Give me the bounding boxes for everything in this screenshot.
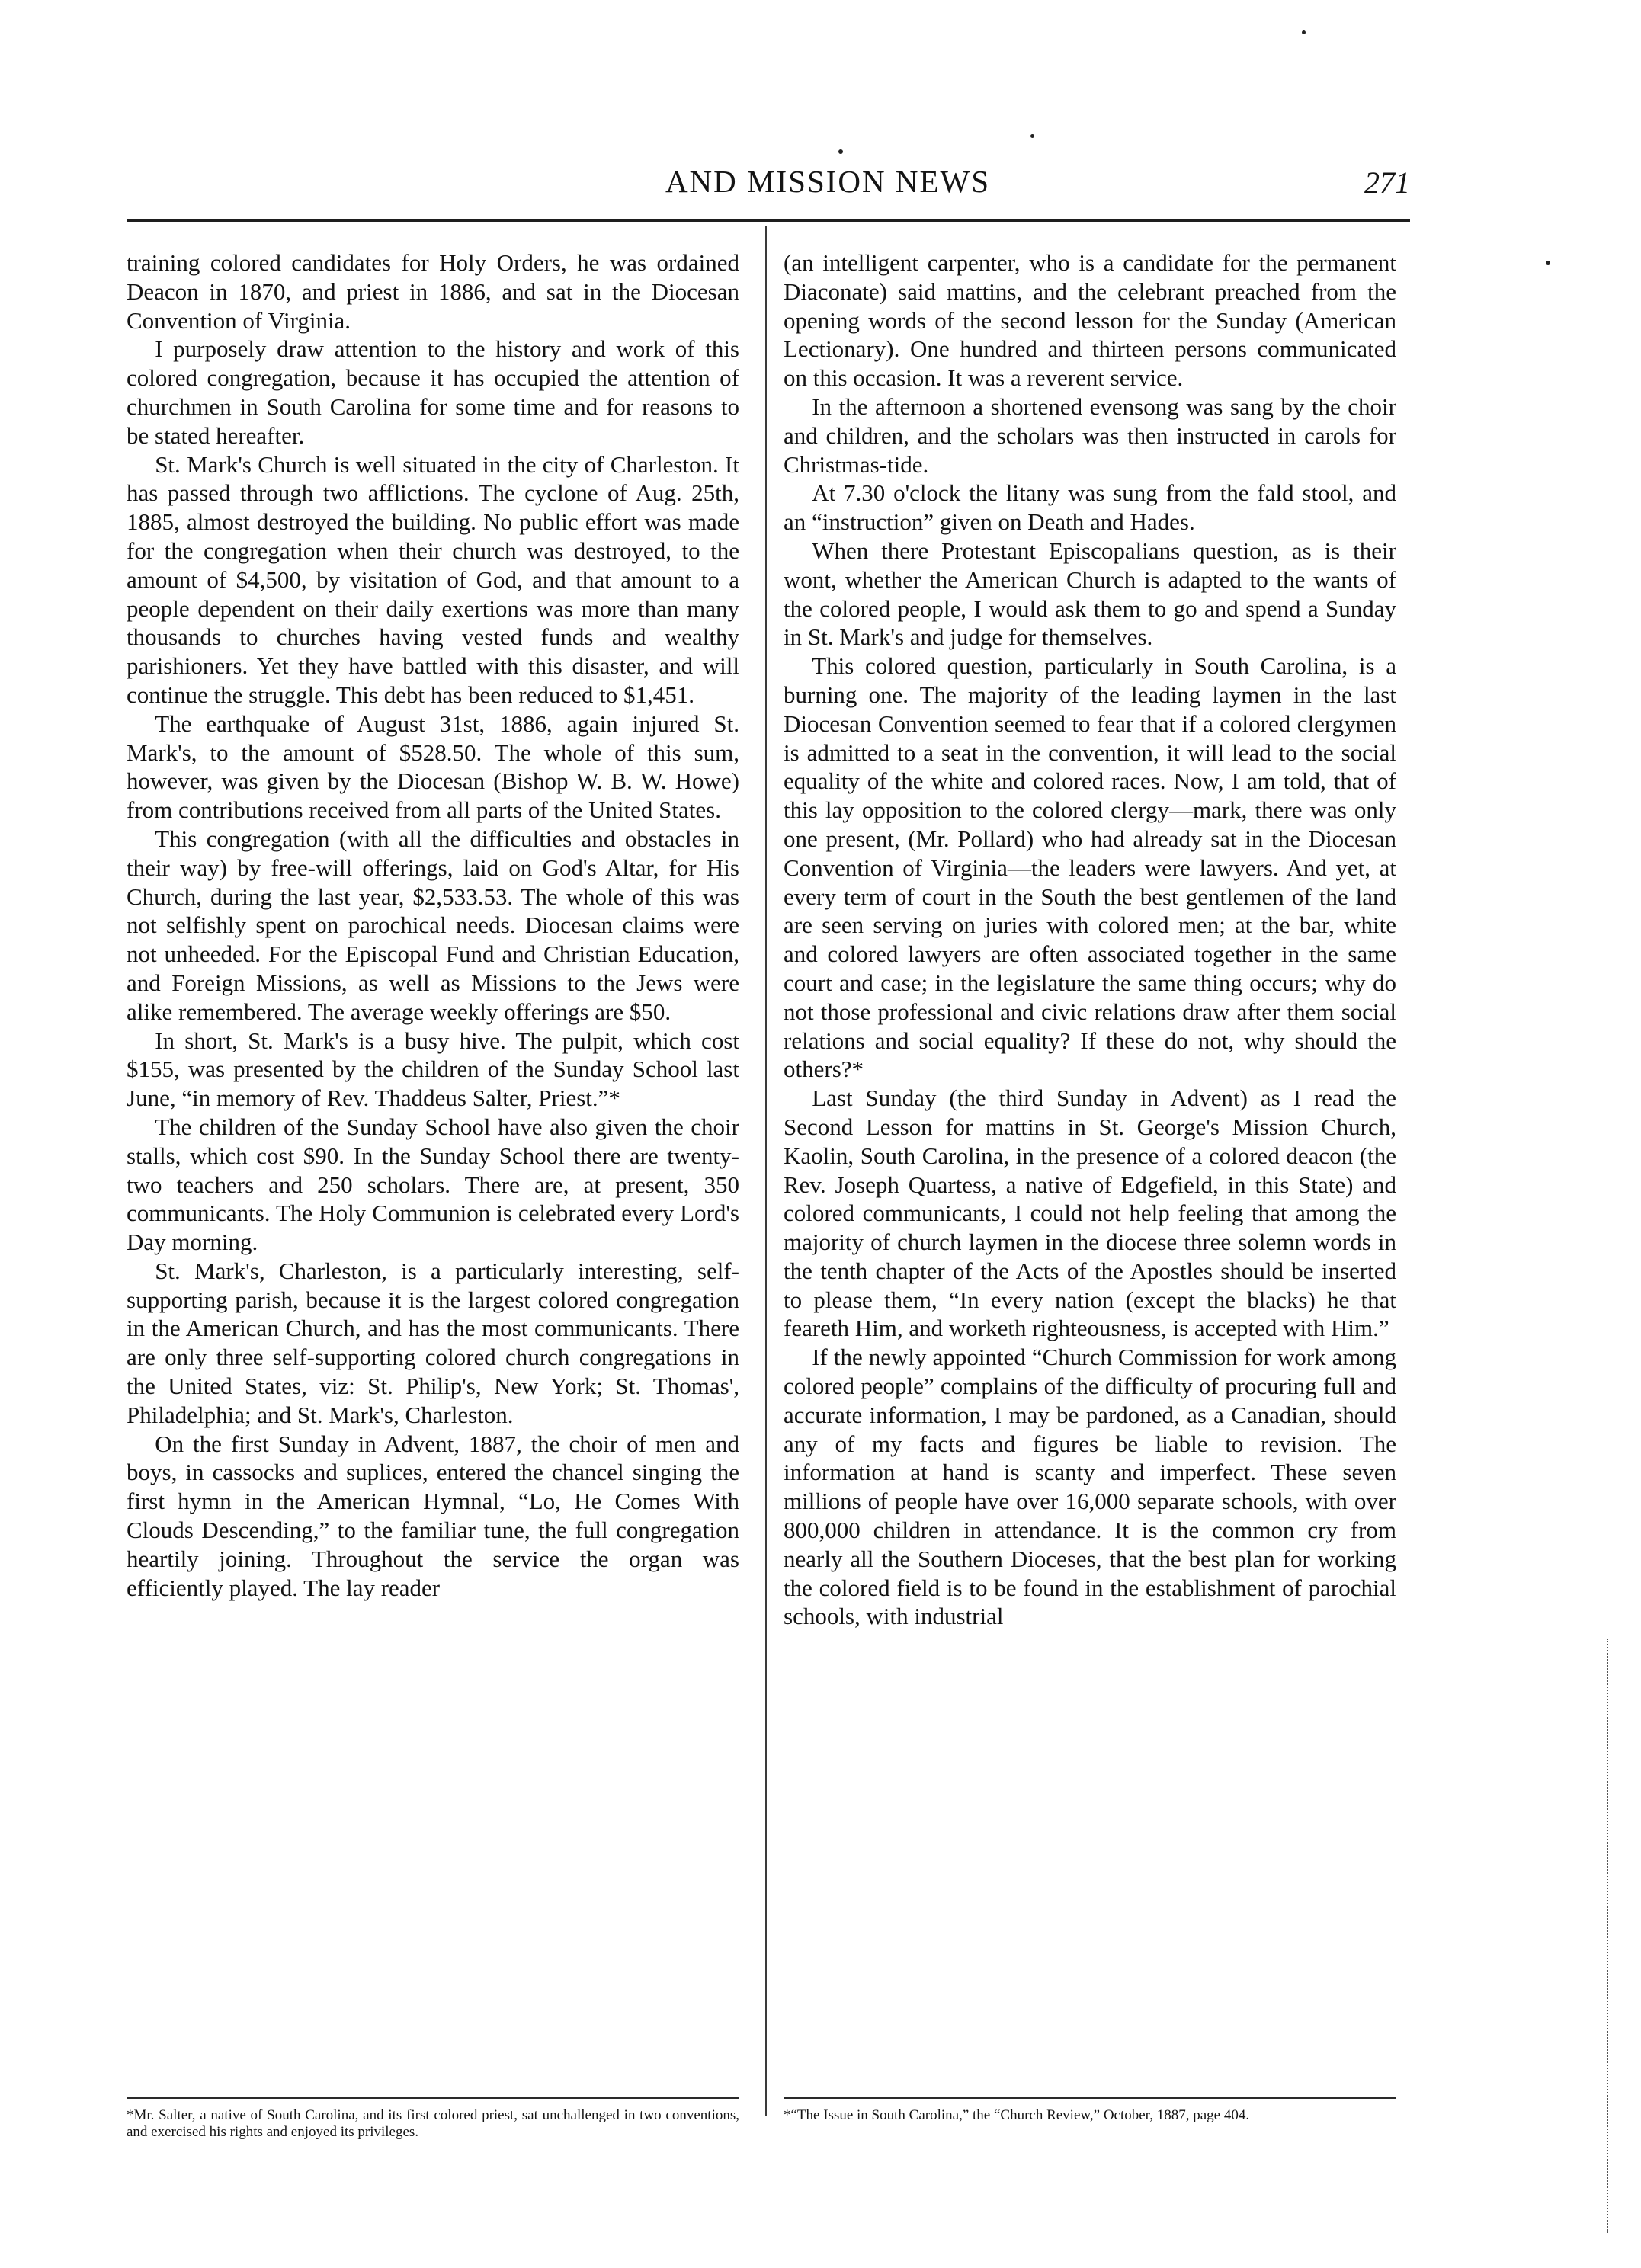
header-rule [127,219,1410,222]
paragraph: training colored candidates for Holy Orders, he was ordained Deacon in 1870, and priest in 1886, and sat in the Diocesan Convention of Virginia. [127,249,739,334]
paragraph: In the afternoon a shortened evensong was sang by the choir and children, and the scholars was then instructed in carols for Christmas-tide. [784,392,1396,478]
paragraph: At 7.30 o'clock the litany was sung from the fald stool, and an “instruction” given on Death and Hades. [784,479,1396,536]
ink-speck [1546,261,1550,265]
footnote-rule [127,2097,739,2099]
ink-speck [838,149,843,154]
paragraph: St. Mark's Church is well situated in the city of Charleston. It has passed through two afflictions. The cyclone of Aug. 25th, 1885, almost destroyed the building. No public effort was made for the congregation when their church was destroyed, to the amount of $4,500, by visitation of God, and that amount to a people dependent on their daily exertions was more than many thousands to churches having vested funds and wealthy parishioners. Yet they have battled with this disaster, and will continue the struggle. This debt has been reduced to $1,451. [127,450,739,708]
paragraph: The children of the Sunday School have also given the choir stalls, which cost $90. In the Sunday School there are twenty-two teachers and 250 scholars. There are, at present, 350 communicants. The Holy Communion is celebrated every Lord's Day morning. [127,1113,739,1256]
paragraph: St. Mark's, Charleston, is a particularly interesting, self-supporting parish, because it is the largest colored congregation in the American Church, and has the most communicants. There are only three self-supporting colored church congregations in the United States, viz: St. Philip's, New York; St. Thomas', Philadelphia; and St. Mark's, Charleston. [127,1257,739,1428]
page-header [127,159,1410,204]
ink-speck [1302,30,1306,34]
footnote-right: *“The Issue in South Carolina,” the “Church Review,” October, 1887, page 404. [784,2107,1250,2123]
column-divider [765,226,767,2116]
paragraph: This colored question, particularly in South Carolina, is a burning one. The majority of the leading laymen in the last Diocesan Convention seemed to fear that if a colored clergymen is admitted to a seat in the convention, it will lead to the social equality of the white and colored races. Now, I am told, that of this lay opposition to the colored clergy—mark, there was only one present, (Mr. Pollard) who had already sat in the Diocesan Convention of Virginia—the leaders were lawyers. And yet, at every term of court in the South the best gentlemen of the land are seen serving on juries with colored men; at the bar, white and colored lawyers are often associated together in the same court and case; in the legislature the same thing occurs; why do not those professional and civic relations draw after them social relations and social equality? If these do not, why should the others?* [784,652,1396,1083]
paragraph: Last Sunday (the third Sunday in Advent) as I read the Second Lesson for mattins in St. George's Mission Church, Kaolin, South Carolina, in the presence of a colored deacon (the Rev. Joseph Quartess, a native of Edgefield, in this State) and colored communicants, I could not help feeling that among the majority of church laymen in the diocese three solemn words in the tenth chapter of the Acts of the Apostles should be inserted to please them, “In every nation (except the blacks) he that feareth Him, and worketh righteousness, is accepted with Him.” [784,1084,1396,1342]
scan-edge-marks [1607,1639,1614,2233]
paragraph: This congregation (with all the difficulties and obstacles in their way) by free-will offerings, laid on God's Altar, for His Church, during the last year, $2,533.53. The whole of this was not selfishly spent on parochical needs. Diocesan claims were not unheeded. For the Episcopal Fund and Christian Education, and Foreign Missions, as well as Missions to the Jews were alike remembered. The average weekly offerings are $50. [127,825,739,1025]
paragraph: The earthquake of August 31st, 1886, again injured St. Mark's, to the amount of $528.50. The whole of this sum, however, was given by the Diocesan (Bishop W. B. W. Howe) from contributions received from all parts of the United States. [127,710,739,824]
running-head: AND MISSION NEWS [665,164,991,199]
footnote-left: *Mr. Salter, a native of South Carolina, and its first colored priest, sat unchallenged in two conventions, and exercised his rights and enjoyed its privileges. [127,2107,739,2140]
paragraph: On the first Sunday in Advent, 1887, the choir of men and boys, in cassocks and suplices, entered the chancel singing the first hymn in the American Hymnal, “Lo, He Comes With Clouds Descending,” to the familiar tune, the full congregation heartily joining. Throughout the service the organ was efficiently played. The lay reader [127,1430,739,1601]
left-column [127,248,739,2077]
paragraph: (an intelligent carpenter, who is a candidate for the permanent Diaconate) said mattins, and the celebrant preached from the opening words of the second lesson for the Sunday (American Lectionary). One hundred and thirteen persons communicated on this occasion. It was a reverent service. [784,249,1396,392]
footnote-rule [784,2097,1396,2099]
paragraph: I purposely draw attention to the history and work of this colored congregation, because it has occupied the attention of churchmen in South Carolina for some time and for reasons to be stated hereafter. [127,335,739,449]
page-number: 271 [1364,165,1410,200]
right-column [784,248,1396,2077]
paragraph: If the newly appointed “Church Commission for work among colored people” complains of the difficulty of procuring full and accurate information, I may be pardoned, as a Canadian, should any of my facts and figures be liable to revision. The information at hand is scanty and imperfect. These seven millions of people have over 16,000 separate schools, with over 800,000 children in attendance. It is the common cry from nearly all the Southern Dioceses, that the best plan for working the colored field is to be found in the establishment of parochial schools, with industrial [784,1344,1396,1630]
paragraph: In short, St. Mark's is a busy hive. The pulpit, which cost $155, was presented by the children of the Sunday School last June, “in memory of Rev. Thaddeus Salter, Priest.”* [127,1027,739,1112]
paragraph: When there Protestant Episcopalians question, as is their wont, whether the American Church is adapted to the wants of the colored people, I would ask them to go and spend a Sunday in St. Mark's and judge for themselves. [784,537,1396,651]
ink-speck [1030,134,1034,138]
